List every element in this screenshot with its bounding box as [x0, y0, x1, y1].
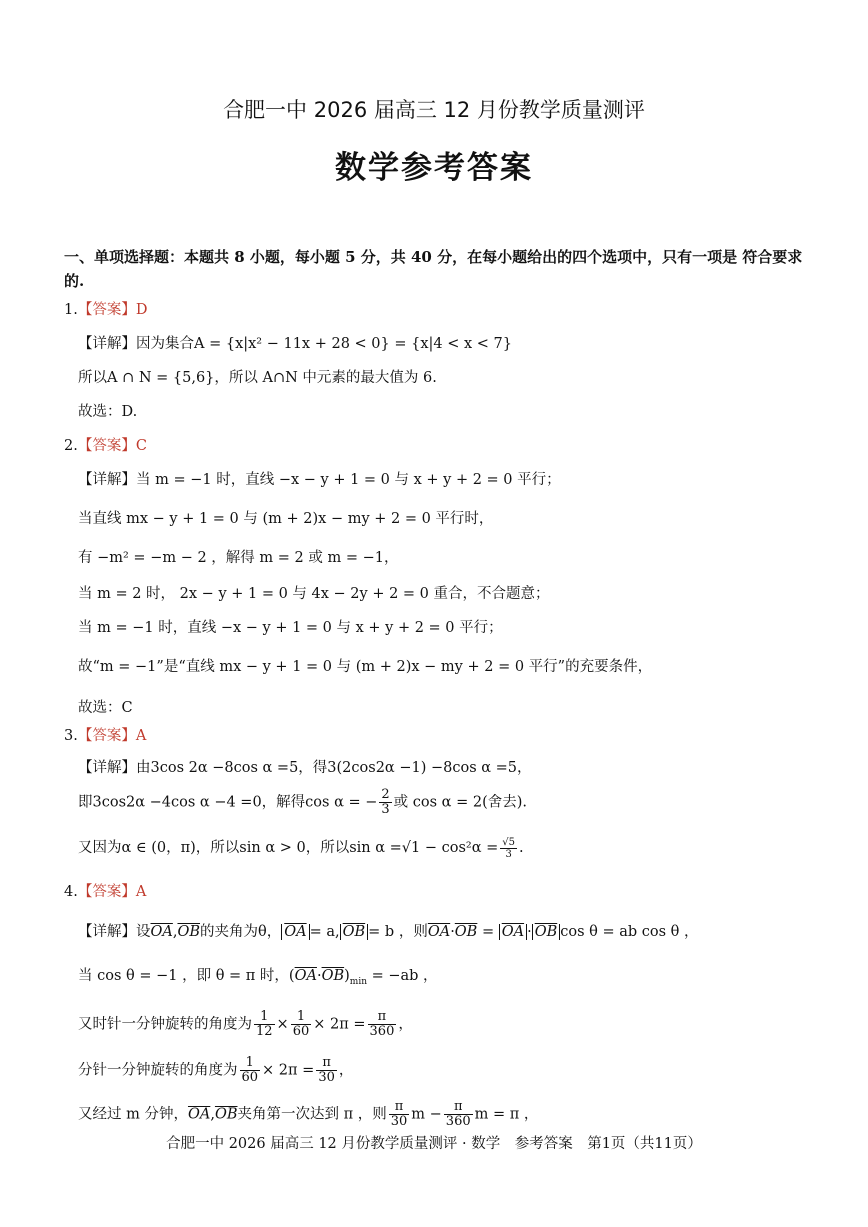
section-heading-line1: 一、单项选择题：本题共 8 小题，每小题 5 分，共 40 分，在每小题给出的四个选项中，只有一项是 符合要求	[64, 248, 803, 266]
question-3-detail-line3	[78, 836, 524, 860]
detail-text: = a,	[309, 924, 340, 940]
detail-text: 设	[136, 924, 151, 940]
numerator: π	[444, 1100, 473, 1115]
detail-text: 又时针一分钟旋转的角度为	[78, 1016, 252, 1033]
detail-text: 又经过 m 分钟，	[78, 1106, 188, 1123]
detail-text: 夹角第一次达到 π ，则	[237, 1106, 387, 1123]
vector-oa: $\overline{OA}$	[187, 1106, 211, 1123]
vector-ob: $\overline{OB}$	[321, 968, 345, 984]
vector-oa: $\overline{OA}$	[501, 924, 525, 940]
fraction	[316, 1056, 337, 1085]
question-number: 4.	[64, 884, 78, 900]
denominator: 360	[369, 1024, 395, 1039]
fraction	[379, 788, 391, 817]
fraction	[444, 1100, 473, 1129]
detail-text: cos θ = ab cos θ ，	[560, 924, 699, 940]
question-2-detail-line3: 有 −m² = −m − 2 ，解得 m = 2 或 m = −1，	[78, 550, 399, 566]
magnitude-oa	[499, 924, 527, 940]
vector-oa: $\overline{OA}$	[427, 924, 451, 940]
page-footer: 合肥一中 2026 届高三 12 月份教学质量测评 · 数学 参考答案 第1页（共11页）	[166, 1136, 702, 1152]
vector-ob: $\overline{OB}$	[454, 924, 478, 940]
magnitude-ob	[340, 924, 369, 940]
detail-label: 【详解】	[78, 760, 136, 776]
question-number: 1.	[64, 302, 78, 318]
answer-value: C	[135, 438, 147, 454]
question-number: 3.	[64, 728, 78, 744]
answer-label: 【答案】	[77, 884, 136, 900]
detail-label: 【详解】	[78, 924, 136, 940]
subscript-min: min	[349, 976, 367, 987]
denominator: 60	[292, 1024, 310, 1039]
detail-text: 的夹角为θ，	[200, 924, 282, 940]
detail-text: m = π ，	[474, 1106, 539, 1123]
question-4-detail-line3: 又时针一分钟旋转的角度为 $\frac{1}{12}$ × $\frac{1}{60}$ × 2π = $\frac{\pi}{360}$ ，	[78, 1009, 413, 1039]
numerator: π	[389, 1100, 410, 1115]
question-2-detail-line1	[78, 468, 561, 489]
section-heading-line2: 的.	[64, 272, 85, 290]
fraction	[389, 1100, 410, 1129]
vector-oa: $\overline{OA}$	[150, 924, 173, 940]
answer-value: A	[135, 884, 147, 900]
question-3-detail-line1	[78, 756, 532, 777]
question-3-answer	[64, 724, 146, 745]
detail-text: ，	[398, 1016, 413, 1033]
denominator: 12	[256, 1024, 273, 1039]
question-2-answer	[64, 434, 147, 455]
numerator: π	[368, 1010, 397, 1025]
detail-text: 即3cos2α −4cos α −4 =0，解得cos α = −	[78, 794, 378, 811]
denominator: 30	[318, 1070, 335, 1085]
vector-ob: $\overline{OB}$	[177, 924, 201, 940]
question-1-detail-line2: 所以A ∩ N = {5,6}，所以 A∩N 中元素的最大值为 6.	[78, 370, 437, 386]
magnitude-ob	[532, 924, 561, 940]
answer-label: 【答案】	[77, 438, 136, 454]
detail-text: 又因为α ∈ (0，π)，所以sin α > 0，所以sin α =√1 − cos²α =	[78, 840, 499, 856]
question-3-detail-line2	[78, 788, 527, 817]
answer-value: D	[135, 302, 148, 318]
fraction	[254, 1010, 275, 1039]
question-2-detail-line5: 当 m = −1 时，直线 −x − y + 1 = 0 与 x + y + 2 = 0 平行；	[78, 620, 503, 636]
answer-label: 【答案】	[77, 302, 136, 318]
detail-text: × 2π =	[262, 1062, 315, 1079]
numerator: 1	[291, 1010, 312, 1025]
numerator: √5	[502, 836, 516, 848]
detail-text: 分针一分钟旋转的角度为	[78, 1062, 238, 1079]
detail-text: = b ，则	[368, 924, 428, 940]
question-2-detail-line2: 当直线 mx − y + 1 = 0 与 (m + 2)x − my + 2 = 0 平行时，	[78, 511, 494, 527]
detail-text: 由3cos 2α −8cos α =5，得3(2cos2α −1) −8cos α =5，	[136, 760, 532, 776]
detail-text: 或 cos α = 2(舍去).	[393, 794, 527, 811]
fraction	[240, 1056, 261, 1085]
detail-text: 当 m = −1 时，直线 −x − y + 1 = 0 与 x + y + 2 = 0 平行；	[136, 472, 561, 488]
detail-label: 【详解】	[78, 336, 136, 352]
numerator: π	[316, 1056, 337, 1071]
answer-label: 【答案】	[77, 728, 136, 744]
vector-ob: $\overline{OB}$	[342, 924, 366, 940]
denominator: 30	[390, 1114, 408, 1129]
detail-text: )	[344, 968, 350, 984]
vector-oa: $\overline{OA}$	[294, 968, 317, 984]
exam-title: 合肥一中 2026 届高三 12 月份教学质量测评	[223, 98, 645, 122]
numerator: 1	[240, 1056, 261, 1071]
question-2-conclusion: 故选：C	[78, 700, 133, 716]
question-4-detail-line1: 【详解】设$\overline{OA},\overline{OB}$的夹角为θ， $\overline{OA} = a$, $\overline{OB} = b$ ，则$\overline{OA}\cdot\overline{OB} = \overline{OA} \cdot \overline{OB}$ cos θ = ab cos θ ，	[78, 924, 699, 940]
vector-oa: $\overline{OA}$	[284, 924, 307, 940]
numerator: 2	[381, 787, 390, 802]
detail-label: 【详解】	[78, 472, 136, 488]
question-4-detail-line5: 又经过 m 分钟，$\overline{OA},\overline{OB}$夹角第一次达到 π ，则 $\frac{\pi}{30}$ m − $\frac{\pi}{360}$ m = π ，	[78, 1099, 539, 1129]
question-number: 2.	[64, 438, 78, 454]
question-1-conclusion: 故选：D.	[78, 404, 138, 420]
question-4-answer	[64, 880, 146, 901]
detail-text: × 2π =	[313, 1016, 366, 1033]
vector-ob: $\overline{OB}$	[534, 924, 558, 940]
denominator: 60	[241, 1070, 259, 1085]
question-4-detail-line4	[78, 1056, 353, 1085]
magnitude-oa	[281, 924, 309, 940]
denominator: 360	[445, 1114, 471, 1129]
question-2-detail-line4: 当 m = 2 时， 2x − y + 1 = 0 与 4x − 2y + 2 = 0 重合，不合题意；	[78, 586, 550, 602]
detail-text: 因为集合A = {x|x² − 11x + 28 < 0} = {x|4 < x < 7}	[136, 336, 512, 352]
fraction	[291, 1010, 312, 1039]
question-1-answer	[64, 298, 147, 319]
fraction	[368, 1010, 397, 1039]
question-4-detail-line2: 当 cos θ = −1 ，即 θ = π 时，$(\overline{OA}\cdot\overline{OB})_{min} = -ab$ ，	[78, 968, 438, 987]
detail-text: m −	[411, 1106, 442, 1123]
denominator: 3	[381, 802, 390, 817]
question-1-detail-line1	[78, 332, 512, 353]
detail-text: 当 cos θ = −1 ，即 θ = π 时，(	[78, 968, 295, 984]
denominator: 3	[505, 848, 512, 860]
question-2-detail-line6: 故“m = −1”是“直线 mx − y + 1 = 0 与 (m + 2)x − my + 2 = 0 平行”的充要条件，	[78, 659, 653, 675]
fraction	[500, 837, 517, 860]
numerator: 1	[254, 1010, 275, 1025]
vector-ob: $\overline{OB}$	[214, 1106, 238, 1123]
detail-text: .	[519, 840, 524, 856]
page-title: 数学参考答案	[335, 150, 533, 186]
detail-text: ，	[338, 1062, 354, 1079]
detail-text: = −ab ，	[367, 968, 438, 984]
answer-value: A	[135, 728, 147, 744]
